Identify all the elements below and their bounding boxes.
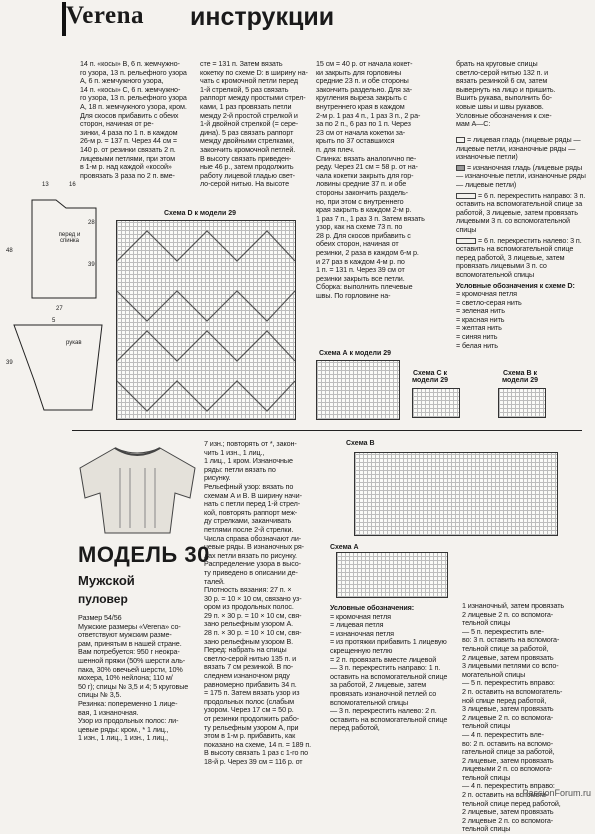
text-column-2: сте = 131 п. Затем вязать кокетку по схеме D: в ширину на- чать с кромочной петли перед 1-й стрелкой, 5 раз связать раппорт между простыми стрел- ками, 1 раз провязать петли между 2-й простой стрелкой и 1-й двойной стрелкой (= сере- дина). 5 раз связать раппорт между двойными стрелками, закончить кромочной петлей. В высоту связать приведен- ные 46 р., затем продолжить работу лицевой гладью свет- ло-серой нитью. На высоте [200, 59, 308, 189]
sweater-illustration [75, 438, 200, 538]
text-column-4: брать на круговые спицы светло-серой нитью 132 п. и вязать резинкой 6 см, затем вывернуть на лицо и пришить. Вшить рукава, выполнить бо- ковые швы и швы рукавов. Условные обозначения к схе- мам А—С: [456, 59, 556, 129]
scheme-b-chart [354, 452, 558, 536]
garment-pattern: перед и спинка рукав 13 16 28 48 39 27 5 39 [4, 180, 104, 420]
model-info: Размер 54/56 Мужские размеры «Verena» со- ответствуют мужским разме- рам, принятым в нашей стране. Вам потребуется: 950 г неокра- шенной пряжи (50% шерсти аль- пака, 30% овечьей шерсти, 10% мохера, 10% нейлона; 110 м/ 50 г); спицы № 3,5 и 4; 5 круговые спицы № 3,5. Резинка: попеременно 1 лице- вая, 1 изнаночная. Узор из продольных полос: ли- цевые ряды: кром., * 1 лиц., 1 изн., 1 лиц., 1 изн., 1 лиц., [78, 613, 189, 743]
scheme-c29-caption: Схема С к модели 29 [411, 370, 449, 384]
knit-symbol-icon [456, 137, 465, 143]
legend-top: = лицевая гладь (лицевые ряды — лицевые петли, изнаночные ряды — изнаночные петли) = изнаночная гладь (лицевые ряды — изнаночные петли, изнаночные ряды — лицевые петли) = 6 п. перекрестить направо: 3 п. оставить на вспомогательной спице за работой, 3 лицевые, затем провязать лицевыми 3 п. со вспомогательной спицы = 6 п. перекрестить налево: 3 п. оставить на вспомогательной спице перед работой, 3 лицевые, затем провязать лицевыми 3 п. со вспомогательной спицы Условные обозначения к схеме D: = кромочная петля = светло-серая нить = зеленая нить = красная нить = желтая нить = синяя нить = белая нить [456, 135, 586, 350]
scheme-d-caption: Схема D к модели 29 [163, 210, 237, 217]
scheme-a-chart [336, 552, 448, 598]
scheme-b29-caption: Схема В к модели 29 [501, 370, 539, 384]
model-gender: Мужской [78, 573, 135, 588]
purl-symbol-icon [456, 165, 465, 171]
text-column-1: 14 п. «косы» В, 6 п. жемчужно- го узора, 13 п. рельефного узора А, 6 п. жемчужного узора, 14 п. «косы» С, 6 п. жемчужно- го узора, 13 п. рельефного узора А, 18 п. жемчужного узора, кром. Для скосов прибавить с обеих сторон, начиная от ре- зинки, 4 раза по 1 п. в каждом 26-м р. = 137 п. Через 44 см = 140 р. от резинки связать 2 п. лицевыми петлями, при этом в 1-м р. над каждой «косой» провязать 3 раза по 2 п. вме- [80, 59, 187, 180]
footer-watermark: PassionForum.ru [522, 788, 591, 798]
cross-right-icon [456, 193, 476, 199]
section-divider [72, 430, 582, 431]
cross-left-icon [456, 238, 476, 244]
brand-title: Verena [66, 2, 144, 29]
page-title: инструкции [190, 3, 335, 31]
scheme-a29-caption: Схема А к модели 29 [318, 350, 392, 357]
scheme-a29-chart [316, 360, 400, 420]
scheme-a-caption: Схема А [330, 544, 359, 551]
scheme-c29-chart [412, 388, 460, 418]
front-back-label: перед и спинка [58, 232, 81, 244]
model-type: пуловер [78, 592, 128, 606]
text-column-5: 7 изн.; повторять от *, закон- чить 1 изн., 1 лиц., 1 лиц., 1 кром. Изнаночные ряды: петли вязать по рисунку. Рельефный узор: вязать по схемам А и В. В ширину начи- нать с петли перед 1-й стрел- кой, повторять раппорт меж- ду стрелками, заканчивать петлями после 2-й стрелки. Числа справа обозначают ли- цевые ряды. В изнаночных ря- дах петли вязать по рисунку. Распределение узора в высо- ту приведено в описании де- талей. Плотность вязания: 27 п. × 30 р. = 10 × 10 см, связано уз- ором из продольных полос. 29 п. × 30 р. = 10 × 10 см, свя- зано рельефным узором А. 28 п. × 30 р. = 10 × 10 см, свя- зано рельефным узором В. Перед: набрать на спицы светло-серой нитью 135 п. и вязать 7 см резинкой. В по- следнем изнаночном ряду равномерно прибавить 34 п. = 175 п. Затем вязать узор из продольных полос (слабым узором. Через 17 см = 50 р. от резинки продолжить рабо- ту рельефным узором А, при этом в 1-м р. прибавить, как показано на схеме, 14 п. = 189 п. В высоту связать 1 раз с 1-го по 18-й р. Через 39 см = 116 р. от [204, 439, 312, 766]
text-column-3: 15 см = 40 р. от начала кокет- ки закрыть для горловины средние 23 п. и обе стороны закончить раздельно. Для за- кругления выреза закрыть с внутреннего края в каждом 2-м р. 1 раз 4 п., 1 раз 3 п., 2 ра- за по 2 п., 6 раз по 1 п. Через 23 см от начала кокетки за- крыть по 37 оставшихся п. для плеч. Спинка: вязать аналогично пе- реду. Через 21 см = 58 р. от на- чала кокетки закрыть для гор- ловины средние 37 п. и обе стороны закончить раздель- но, при этом с внутреннего края закрыть в каждом 2-м р. 1 раз 7 п., 1 раз 3 п. Затем вязать узор, как на схеме 73 п. по 28 р. Для скосов прибавить с обеих сторон, начиная от резинки, 2 раза в каждом 6-м р. и 27 раз в каждом 4-м р. по 1 п. = 131 п. Через 39 см от резинки закрыть все петли. Сборка: выполнить плечевые швы. По горловине на- [316, 59, 425, 301]
scheme-b29-chart [498, 388, 546, 418]
model-number: МОДЕЛЬ 30 [78, 542, 210, 567]
text-column-6: 1 изнаночный, затем провязать 2 лицевые 2 п. со вспомога- тельной спицы — 5 п. перекрестить вле- во: 3 п. оставить на вспомога- тельной спице за работой, 2 лицевые, затем провязать 3 лицевыми петлями со вспо- могательной спицы — 5 п. перекрестить вправо: 2 п. оставить на вспомогатель- ной спице перед работой, 3 лицевые, затем провязать 2 лицевые 2 п. со вспомога- тельной спицы — 4 п. перекрестить вле- во: 2 п. оставить на вспомо- гательной спице за работой, 2 лицевые, затем провязать лицевыми 2 п. со вспомога- тельной спицы — 4 п. перекрестить вправо: 2 п. оставить на вспомога- тельной спице перед работой, 2 лицевые, затем провязать 2 лицевые 2 п. со вспомога- тельной спицы [462, 601, 565, 834]
legend-bottom: Условные обозначения: = кромочная петля = лицевая петля = изнаночная петля = из протяжки прибавить 1 лицевую скрещенную петлю = 2 п. провязать вместе лицевой — 3 п. перекрестить направо: 1 п. оставить на вспомогательной спице за работой, 2 лицевые, затем провязать изнаночной петлей со вспомогательной спицы — 3 п. перекрестить налево: 2 п. оставить на вспомогательной спице перед работой, [330, 603, 448, 733]
scheme-b-caption: Схема В [346, 440, 375, 447]
sleeve-label: рукав [66, 340, 82, 346]
scheme-d-chart [116, 220, 296, 420]
